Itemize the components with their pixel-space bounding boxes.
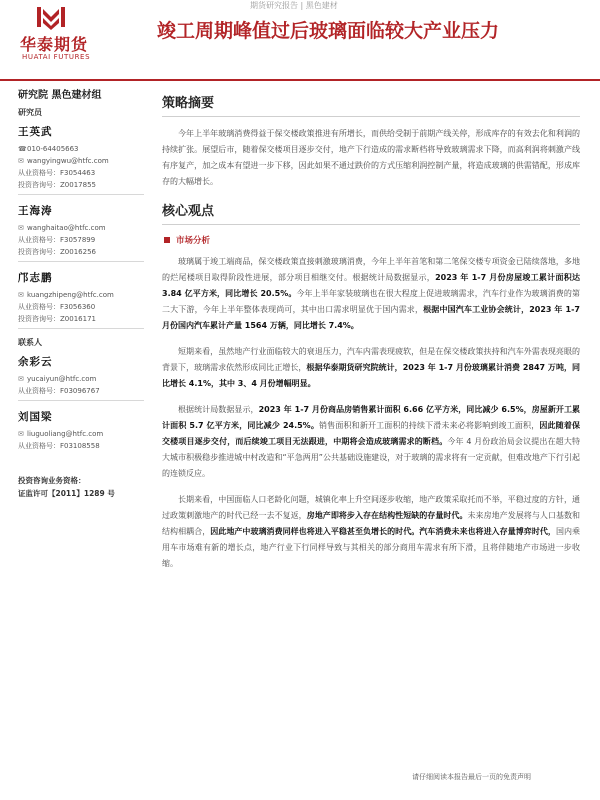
analyst-cert: 从业资格号：F3057899 bbox=[18, 236, 96, 244]
analyst-cert: 从业资格号：F3056360 bbox=[18, 303, 96, 311]
analysis-paragraph: 根据统计局数据显示，2023 年 1-7 月份商品房销售累计面积 6.66 亿平方米，同比减少 6.5%，房屋新开工累计面积 5.7 亿平方米，同比减少 24.5%。销售面积和新开工面积的持续下滑未来必将影响到竣工面积，因此随着保交楼项目逐步交付，而后续竣工项目无法跟进，中期将会造成玻璃需求的断档。今年 4 月份政治局会议提出在超大特大城市积极稳步推进城中村改造和“平急两用”公共基础设施建设，对于玻璃的需求将有一定贡献，但难改地产下行引起的连锁反应。 bbox=[162, 405, 581, 478]
analyst-cert: 投资咨询号：Z0016256 bbox=[18, 248, 96, 256]
qualification-label: 投资咨询业务资格： bbox=[18, 476, 86, 485]
analyst-card bbox=[18, 124, 144, 195]
contacts-label: 联系人 bbox=[18, 338, 42, 347]
analyst-name: 邝志鹏 bbox=[18, 272, 53, 284]
contact-cert: 从业资格号：F03108558 bbox=[18, 442, 100, 450]
disclaimer-footer: 请仔细阅读本报告最后一页的免责声明 bbox=[412, 773, 531, 781]
contact-cert: 从业资格号：F03096767 bbox=[18, 387, 100, 395]
divider bbox=[18, 328, 144, 329]
analysis-paragraph: 玻璃属于竣工端商品，保交楼政策直接刺激玻璃消费，今年上半年首笔和第二笔保交楼专项资金已陆续落地，多地的烂尾楼项目取得阶段性进展，部分项目相继交付。根据统计局数据显示，2023 年 1-7 月份房屋竣工累计面积达 3.84 亿平方米，同比增长 20.5%。今年上半年家装玻璃也在很大程度上促进玻璃需求，汽车行业作为玻璃消费的第二大下游，今年上半年整体表现尚可，其中出口需求明显优于国内需求，根据中国汽车工业协会统计，2023 年 1-7 月份国内汽车累计产量 1564 万辆，同比增长 7.4%。 bbox=[162, 257, 581, 330]
analyst-name: 王海涛 bbox=[18, 205, 53, 217]
phone-icon: ☎ bbox=[18, 145, 27, 153]
contact-name: 余彩云 bbox=[18, 356, 53, 368]
email-icon: ✉ bbox=[18, 375, 24, 383]
email-icon: ✉ bbox=[18, 430, 24, 438]
contact-card bbox=[18, 409, 144, 452]
contact-email[interactable]: ✉ liuguoliang@htfc.com bbox=[18, 430, 104, 438]
qualification-info bbox=[18, 474, 144, 500]
analyst-cert: 投资咨询号：Z0017855 bbox=[18, 181, 96, 189]
analyst-email[interactable]: ✉ kuangzhipeng@htfc.com bbox=[18, 291, 114, 299]
email-icon: ✉ bbox=[18, 224, 24, 232]
huatai-logo-icon bbox=[34, 4, 68, 30]
report-title: 竣工周期峰值过后玻璃面临较大产业压力 bbox=[157, 20, 500, 42]
report-category: 期货研究报告 | 黑色建材 bbox=[250, 1, 338, 10]
contact-name: 刘国梁 bbox=[18, 411, 53, 423]
report-body bbox=[162, 92, 580, 572]
analyst-card bbox=[18, 203, 144, 262]
divider bbox=[18, 261, 144, 262]
analysis-paragraph: 短期来看，虽然地产行业面临较大的衰退压力，汽车内需表现疲软，但是在保交楼政策扶持和汽车外需表现亮眼的背景下，玻璃需求依然形成同比正增长，根据华泰期货研究院统计，2023 年 1-7 月份玻璃累计消费 2847 万吨，同比增长 4.1%，其中 3、4 月份增幅明显。 bbox=[162, 347, 580, 388]
summary-paragraph: 今年上半年玻璃消费得益于保交楼政策推进有所增长，而供给受制于前期产线关停，形成库存的有效去化和利润的持续扩张。展望后市，随着保交楼项目逐步交付，地产下行造成的需求断档将导致玻璃需求下降，而高利润将刺激产线有序复产，加之成本有望进一步下移，因此如果不通过跌价的方式压缩利润控制产量，将造成玻璃的供需错配，形成库存的大幅增长。 bbox=[162, 129, 580, 186]
author-sidebar bbox=[18, 86, 144, 500]
divider bbox=[18, 400, 144, 401]
divider bbox=[18, 194, 144, 195]
department-label: 研究院 黑色建材组 bbox=[18, 90, 102, 101]
analyst-cert: 从业资格号：F3054463 bbox=[18, 169, 96, 177]
email-icon: ✉ bbox=[18, 291, 24, 299]
square-bullet-icon bbox=[164, 237, 170, 243]
analysis-paragraph: 长期来看，中国面临人口老龄化问题，城镇化率上升空间逐步收缩，地产政策采取托而不举，平稳过度的方针，通过政策刺激地产的时代已经一去不复返，房地产即将步入存在结构性短缺的存量时代。未来房地产发展将与人口基数和结构相耦合，因此地产中玻璃消费同样也将进入平稳甚至负增长的时代。汽车消费未来也将进入存量博弈时代，国内乘用车市场难有新的增长点，地产行业下行同样导致与其相关的部分商用车需求有所下滑，且将伴随地产市场进一步收缩。 bbox=[162, 495, 581, 568]
analyst-name: 王英武 bbox=[18, 126, 53, 138]
logo-text-en: HUATAI FUTURES bbox=[22, 53, 91, 61]
logo-text-cn: 华泰期货 bbox=[20, 35, 89, 54]
report-header bbox=[0, 0, 600, 80]
core-views-heading: 核心观点 bbox=[162, 200, 580, 225]
analyst-phone: ☎010-64405663 bbox=[18, 145, 79, 153]
email-icon: ✉ bbox=[18, 157, 24, 165]
summary-heading: 策略摘要 bbox=[162, 92, 580, 117]
contact-email[interactable]: ✉ yucaiyun@htfc.com bbox=[18, 375, 97, 383]
license-number: 证监许可【2011】1289 号 bbox=[18, 489, 115, 498]
analyst-email[interactable]: ✉ wangyingwu@htfc.com bbox=[18, 157, 109, 165]
researchers-label: 研究员 bbox=[18, 108, 42, 117]
analyst-card bbox=[18, 270, 144, 329]
header-divider bbox=[0, 79, 600, 81]
contact-card bbox=[18, 354, 144, 401]
analyst-email[interactable]: ✉ wanghaitao@htfc.com bbox=[18, 224, 106, 232]
market-analysis-subheading: 市场分析 bbox=[164, 234, 580, 246]
analyst-cert: 投资咨询号：Z0016171 bbox=[18, 315, 96, 323]
